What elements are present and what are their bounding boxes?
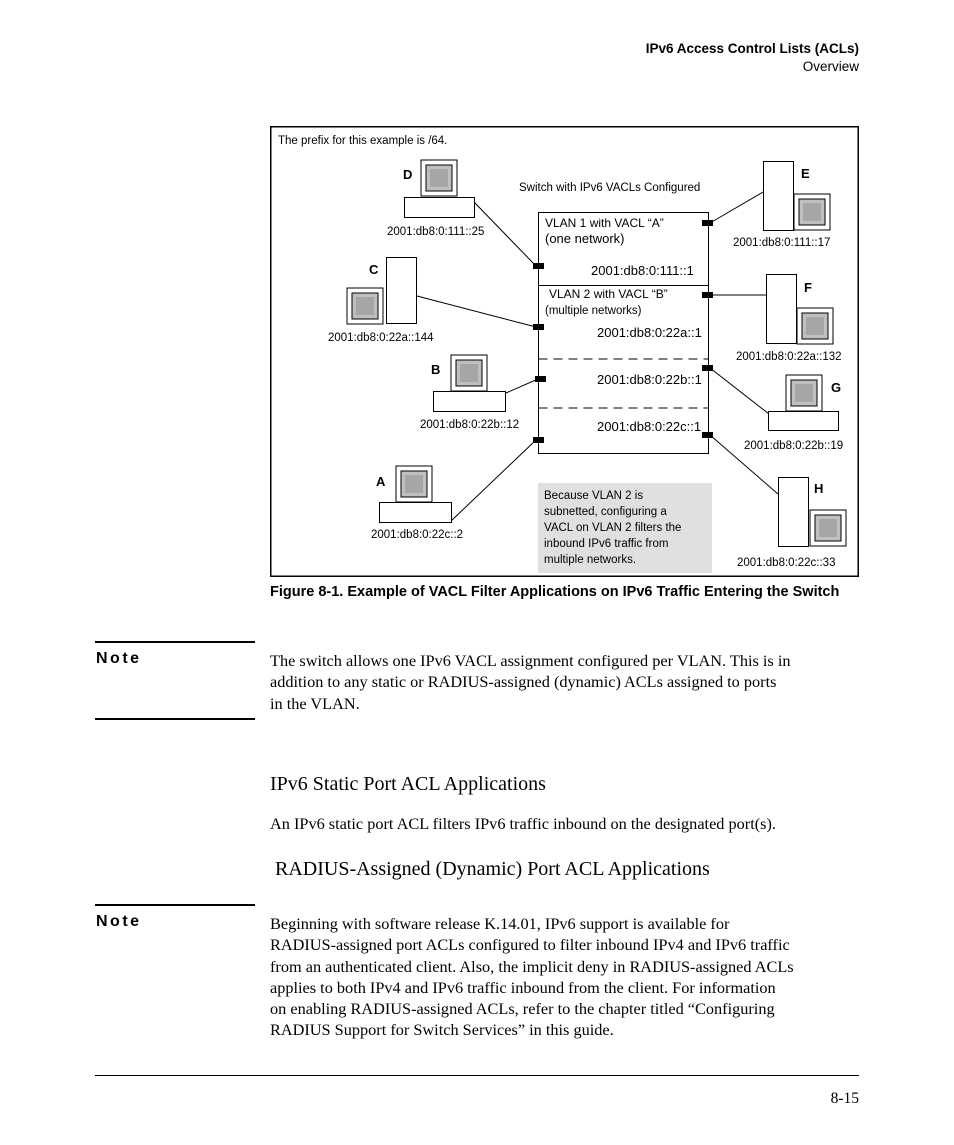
note2-line: Beginning with software release K.14.01, IPv6 support is available for xyxy=(270,914,730,933)
host-e-label: E xyxy=(801,166,810,181)
note2-line: RADIUS-assigned port ACLs configured to filter inbound IPv4 and IPv6 traffic xyxy=(270,935,790,955)
host-g-label: G xyxy=(831,380,842,395)
vlan2-title: VLAN 2 with VACL “B” xyxy=(549,287,668,301)
host-b-address: 2001:db8:0:22b::12 xyxy=(420,419,520,431)
host-e-address: 2001:db8:0:111::17 xyxy=(733,237,831,249)
host-d-label: D xyxy=(403,167,413,182)
note2-text xyxy=(270,913,870,1041)
vlan2-address-22a: 2001:db8:0:22a::1 xyxy=(597,325,702,340)
host-a-address: 2001:db8:0:22c::2 xyxy=(371,529,464,541)
vlan1-subtitle: (one network) xyxy=(545,231,625,246)
host-b-label: B xyxy=(431,362,441,377)
vlan1-title: VLAN 1 with VACL “A” xyxy=(545,216,664,230)
note2-rule-top xyxy=(95,904,255,906)
callout-line-2: subnetted, configuring a xyxy=(544,506,667,518)
switch-label: Switch with IPv6 VACLs Configured xyxy=(519,182,701,194)
note1-line: The switch allows one IPv6 VACL assignment configured per VLAN. This is in xyxy=(270,651,791,670)
host-c-address: 2001:db8:0:22a::144 xyxy=(328,332,434,344)
host-a-label: A xyxy=(376,474,386,489)
vacl-network-figure xyxy=(270,126,859,577)
section-heading-static-port-acl: IPv6 Static Port ACL Applications xyxy=(270,773,546,795)
port-vlan2-right-22c xyxy=(702,432,713,438)
note1-rule-bottom xyxy=(95,718,255,720)
note1-text xyxy=(270,650,870,714)
page-number: 8-15 xyxy=(830,1090,859,1107)
host-g-address: 2001:db8:0:22b::19 xyxy=(744,440,844,452)
note2-line: applies to both IPv4 and IPv6 traffic inbound from the client. For information xyxy=(270,977,776,997)
host-c-label: C xyxy=(369,262,379,277)
section-heading-radius-acl: RADIUS-Assigned (Dynamic) Port ACL Applications xyxy=(275,858,710,880)
note1-label: Note xyxy=(96,650,142,667)
running-header-title: IPv6 Access Control Lists (ACLs) xyxy=(645,41,859,56)
vlan2-address-22c: 2001:db8:0:22c::1 xyxy=(597,419,702,434)
port-vlan2-left-22b xyxy=(535,376,546,382)
figure-caption: Figure 8-1. Example of VACL Filter Applications on IPv6 Traffic Entering the Switch xyxy=(270,584,840,600)
vlan2-subtitle: (multiple networks) xyxy=(545,305,642,317)
host-h-label: H xyxy=(814,481,824,496)
footer-rule xyxy=(95,1075,859,1076)
section-static-port-acl-text: An IPv6 static port ACL filters IPv6 traffic inbound on the designated port(s). xyxy=(270,814,776,833)
vlan1-address: 2001:db8:0:111::1 xyxy=(591,263,694,278)
port-vlan2-left-22c xyxy=(533,437,544,443)
host-f-address: 2001:db8:0:22a::132 xyxy=(736,351,842,363)
note2-line: on enabling RADIUS-assigned ACLs, refer to the chapter titled “Configuring xyxy=(270,999,775,1019)
callout-line-5: multiple networks. xyxy=(544,554,637,566)
host-h-address: 2001:db8:0:22c::33 xyxy=(737,557,836,569)
note2-line: from an authenticated client. Also, the implicit deny in RADIUS-assigned ACLs xyxy=(270,956,794,976)
note2-label: Note xyxy=(96,913,142,930)
host-f-label: F xyxy=(804,280,812,295)
vlan2-address-22b: 2001:db8:0:22b::1 xyxy=(597,372,702,387)
callout-line-4: inbound IPv6 traffic from xyxy=(544,538,669,550)
callout-line-1: Because VLAN 2 is xyxy=(544,490,644,502)
port-vlan2-right-22b xyxy=(702,365,713,371)
note1-rule-top xyxy=(95,641,255,643)
note2-line: RADIUS Support for Switch Services” in this guide. xyxy=(270,1020,614,1040)
note1-line: addition to any static or RADIUS-assigned (dynamic) ACLs assigned to ports xyxy=(270,672,777,692)
running-header-subtitle: Overview xyxy=(802,59,859,74)
prefix-note: The prefix for this example is /64. xyxy=(278,135,448,147)
host-d-address: 2001:db8:0:111::25 xyxy=(387,226,485,238)
port-vlan1-right xyxy=(702,220,713,226)
callout-line-3: VACL on VLAN 2 filters the xyxy=(544,522,682,534)
note1-line: in the VLAN. xyxy=(270,693,360,713)
